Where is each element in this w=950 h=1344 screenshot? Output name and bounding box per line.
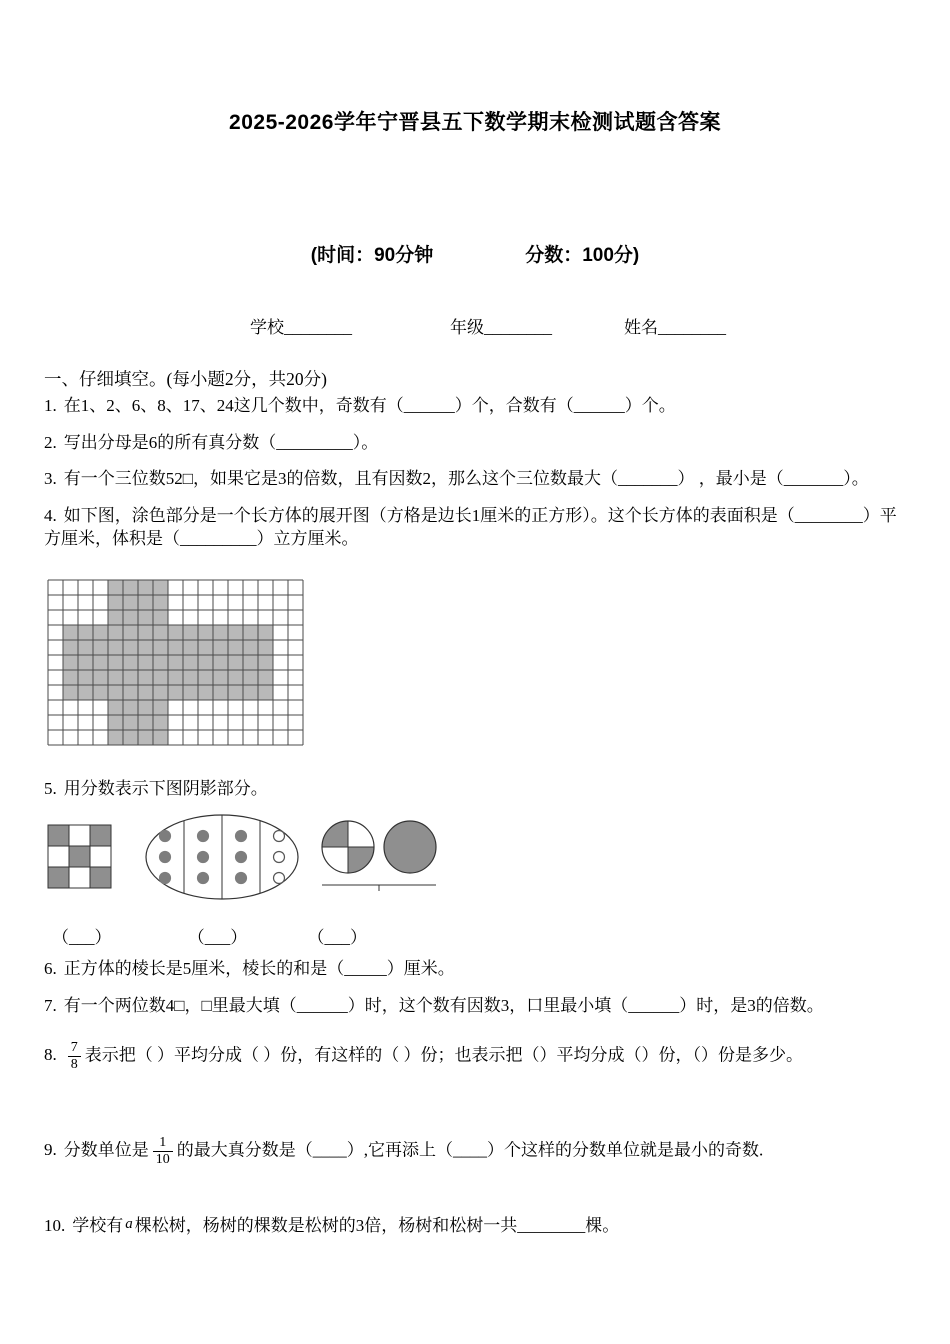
answer-blank: （___） xyxy=(52,927,112,947)
question-text-after: 的最大真分数是（____）,它再添上（____）个这样的分数单位就是最小的奇数. xyxy=(176,1140,764,1160)
variable-a: a xyxy=(125,1215,133,1232)
name-field: 姓名________ xyxy=(624,318,726,337)
question-text: 有一个三位数52□，如果它是3的倍数，且有因数2，那么这个三位数最大（_______） ，最小是（_______）。 xyxy=(63,468,869,488)
school-field: 学校________ xyxy=(250,318,352,337)
question-text: 在1、2、6、8、17、24这几个数中，奇数有（______）个，合数有（______）个。 xyxy=(63,396,676,415)
fraction-denominator: 8 xyxy=(68,1056,81,1073)
score-label: 分数：100分) xyxy=(525,245,640,266)
square-grid-figure xyxy=(47,824,112,889)
question-text-after: 棵松树，杨树的棵数是松树的3倍，杨树和松树一共________棵。 xyxy=(134,1215,620,1235)
answer-blank: （___） xyxy=(307,927,367,947)
fraction-7-8 xyxy=(68,1040,81,1073)
question-number: 9. xyxy=(44,1140,57,1160)
ellipse-dots-figure xyxy=(144,813,300,901)
cuboid-net-grid xyxy=(47,579,304,746)
question-number: 10. xyxy=(44,1215,66,1235)
question-number: 2. xyxy=(44,432,57,452)
question-number: 8. xyxy=(44,1045,57,1064)
q5-figures xyxy=(47,813,906,901)
circles-figure xyxy=(320,817,440,897)
question-6 xyxy=(44,958,906,981)
question-number: 7. xyxy=(44,995,57,1015)
fraction-denominator: 10 xyxy=(153,1151,173,1168)
question-4 xyxy=(44,505,906,551)
question-9 xyxy=(44,1135,906,1168)
question-number: 1. xyxy=(44,396,57,415)
question-1 xyxy=(44,395,906,418)
student-info-row xyxy=(44,313,906,338)
question-text: 正方体的棱长是5厘米，棱长的和是（_____）厘米。 xyxy=(63,958,455,978)
question-8 xyxy=(44,1040,906,1073)
q5-answer-blanks xyxy=(44,923,906,948)
net-grid-figure xyxy=(47,579,906,746)
question-10 xyxy=(44,1214,906,1238)
fraction-numerator: 7 xyxy=(70,1039,78,1055)
answer-blank: （___） xyxy=(187,927,248,947)
question-text: 写出分母是6的所有真分数（_________）。 xyxy=(63,432,379,452)
question-text: 有一个两位数4□，□里最大填（______）时，这个数有因数3，口里最小填（______）时，是3的倍数。 xyxy=(63,995,824,1015)
question-number: 3. xyxy=(44,468,57,488)
question-number: 6. xyxy=(44,958,57,978)
page-title: 2025-2026学年宁晋县五下数学期末检测试题含答案 xyxy=(229,111,721,134)
question-text-before: 分数单位是 xyxy=(63,1140,149,1160)
grade-field: 年级________ xyxy=(450,318,552,337)
exam-meta xyxy=(44,240,906,267)
time-label: (时间：90分钟 xyxy=(310,245,434,266)
question-number: 5. xyxy=(44,778,57,798)
fraction-numerator: 1 xyxy=(159,1134,167,1150)
section-heading: 一、仔细填空。(每小题2分，共20分) xyxy=(44,369,327,389)
question-5 xyxy=(44,778,906,801)
question-7 xyxy=(44,995,906,1018)
question-text: 表示把（ ）平均分成（ ）份，有这样的（ ）份；也表示把（）平均分成（）份，（）份是多少。 xyxy=(84,1045,803,1064)
question-number: 4. xyxy=(44,505,57,525)
question-text-before: 学校有 xyxy=(72,1215,124,1235)
question-text: 如下图，涂色部分是一个长方体的展开图（方格是边长1厘米的正方形）。这个长方体的表面积是（________）平方厘米，体积是（_________）立方厘米。 xyxy=(44,505,897,548)
question-3 xyxy=(44,468,906,491)
question-text: 用分数表示下图阴影部分。 xyxy=(63,778,268,798)
fraction-1-10 xyxy=(153,1135,173,1168)
question-2 xyxy=(44,432,906,455)
